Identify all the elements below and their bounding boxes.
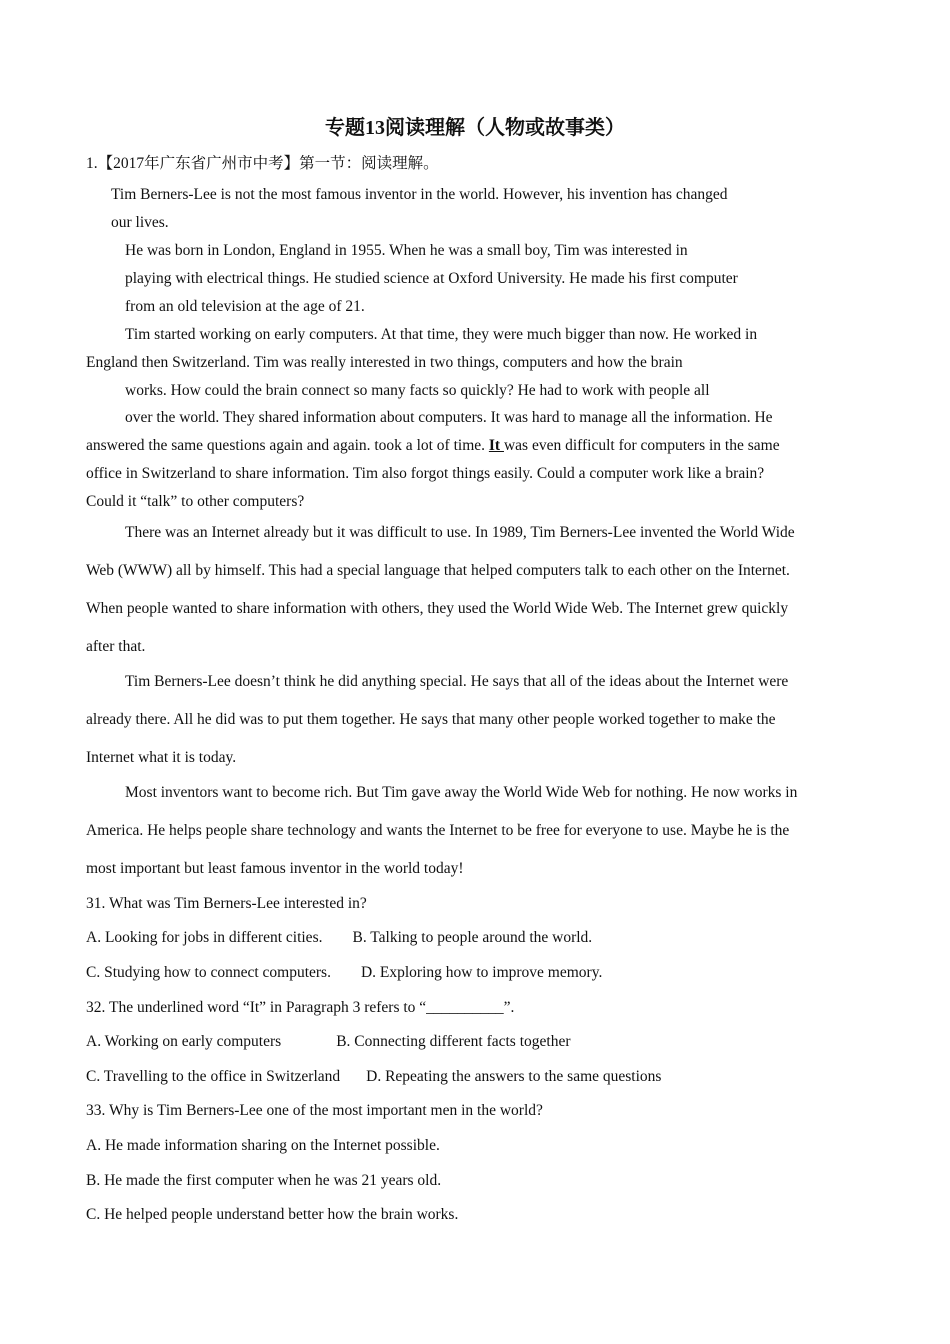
passage-line: When people wanted to share information with others, they used the World Wide Web. The Internet grew quickly [86,600,789,617]
page-title: 专题13阅读理解（人物或故事类） [325,117,625,139]
passage-line: Could it “talk” to other computers? [86,493,305,510]
passage-line: from an old television at the age of 21. [125,298,365,315]
question-32-stem: 32. The underlined word “It” in Paragraph 3 refers to “__________”. [86,999,515,1016]
passage-line: Most inventors want to become rich. But Tim gave away the World Wide Web for nothing. He now works in [125,784,798,801]
passage-line: There was an Internet already but it was difficult to use. In 1989, Tim Berners-Lee invented the World Wide [125,524,795,541]
option-a: A. Working on early computers [86,1033,282,1050]
passage-line: Tim Berners-Lee doesn’t think he did anything special. He says that all of the ideas about the Internet were [125,673,789,690]
option-a: A. He made information sharing on the Internet possible. [86,1137,440,1154]
passage-line: over the world. They shared information about computers. It was hard to manage all the information. He [125,409,773,426]
passage-line: most important but least famous inventor in the world today! [86,860,464,877]
passage-text: answered the same questions again and again. took a lot of time. [86,437,489,454]
question-32-options-row-2 [86,1067,661,1087]
passage-line [86,436,780,456]
option-a: A. Looking for jobs in different cities. [86,929,323,946]
option-c: C. Travelling to the office in Switzerland [86,1068,341,1085]
passage-line: He was born in London, England in 1955. When he was a small boy, Tim was interested in [125,242,688,259]
question-31-options-row-1 [86,928,592,948]
passage-line: works. How could the brain connect so many facts so quickly? He had to work with people all [125,382,710,399]
option-d: D. Exploring how to improve memory. [360,964,603,981]
option-c: C. He helped people understand better how the brain works. [86,1206,459,1223]
passage-line: Web (WWW) all by himself. This had a special language that helped computers talk to each other on the Internet. [86,562,790,579]
passage-text: was even difficult for computers in the same [503,437,780,454]
passage-line: playing with electrical things. He studied science at Oxford University. He made his first computer [125,270,738,287]
passage-line: already there. All he did was to put them together. He says that many other people worked together to make the [86,711,776,728]
option-b: B. Talking to people around the world. [352,929,593,946]
underlined-word-it: It [488,437,504,454]
option-d: D. Repeating the answers to the same questions [366,1068,662,1085]
passage-line: after that. [86,638,146,655]
passage-line: Tim Berners-Lee is not the most famous inventor in the world. However, his invention has changed [111,186,728,203]
question-33-stem: 33. Why is Tim Berners-Lee one of the most important men in the world? [86,1102,543,1119]
question-header: 1.【2017年广东省广州市中考】第一节：阅读理解。 [86,155,439,172]
passage-line: our lives. [111,214,169,231]
question-31-options-row-2 [86,963,602,983]
option-c: C. Studying how to connect computers. [86,964,331,981]
option-b: B. Connecting different facts together [336,1033,571,1050]
passage-line: America. He helps people share technology and wants the Internet to be free for everyone to use. Maybe he is the [86,822,790,839]
option-b: B. He made the first computer when he was 21 years old. [86,1172,442,1189]
question-31-stem: 31. What was Tim Berners-Lee interested in? [86,895,367,912]
question-32-options-row-1 [86,1032,571,1052]
passage-line: office in Switzerland to share information. Tim also forgot things easily. Could a computer work like a brain? [86,465,765,482]
passage-line: Tim started working on early computers. At that time, they were much bigger than now. He worked in [125,326,758,343]
passage-line: Internet what it is today. [86,749,237,766]
passage-line: England then Switzerland. Tim was really interested in two things, computers and how the brain [86,354,683,371]
